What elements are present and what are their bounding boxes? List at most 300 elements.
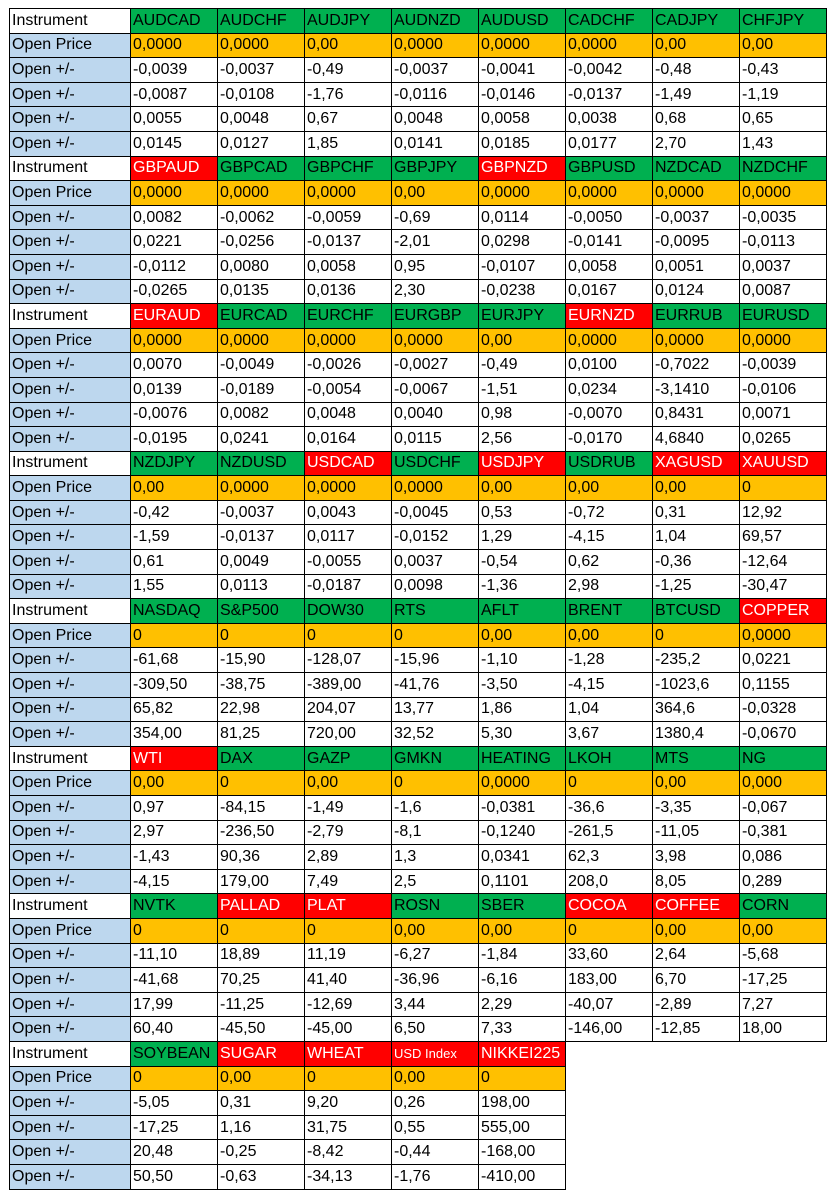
open-delta-cell: 0,0058 xyxy=(305,254,392,279)
empty-cell xyxy=(653,1041,740,1066)
open-delta-label: Open +/- xyxy=(10,943,131,968)
open-delta-cell: 1380,4 xyxy=(653,722,740,747)
open-delta-label: Open +/- xyxy=(10,869,131,894)
open-delta-cell: 0,0145 xyxy=(131,131,218,156)
open-delta-cell: 0,0048 xyxy=(305,402,392,427)
instrument-name-cell: BTCUSD xyxy=(653,599,740,624)
open-price-cell: 0,0000 xyxy=(305,181,392,206)
open-delta-cell: 204,07 xyxy=(305,697,392,722)
open-price-cell: 0 xyxy=(653,623,740,648)
open-delta-label: Open +/- xyxy=(10,550,131,575)
open-delta-cell: 0,95 xyxy=(392,254,479,279)
open-delta-cell: 4,6840 xyxy=(653,427,740,452)
instrument-name-cell: SUGAR xyxy=(218,1041,305,1066)
open-delta-cell: -0,0049 xyxy=(218,353,305,378)
instrument-name-cell: AUDJPY xyxy=(305,9,392,34)
open-delta-cell: 0,0136 xyxy=(305,279,392,304)
open-price-cell: 0 xyxy=(218,623,305,648)
open-delta-cell: 0,0241 xyxy=(218,427,305,452)
open-price-cell: 0,00 xyxy=(740,918,827,943)
instrument-name-cell: COFFEE xyxy=(653,894,740,919)
open-delta-cell: -0,72 xyxy=(566,500,653,525)
open-delta-cell: -0,0116 xyxy=(392,82,479,107)
instrument-name-cell: XAGUSD xyxy=(653,451,740,476)
open-delta-row xyxy=(10,230,827,255)
open-delta-cell: -0,42 xyxy=(131,500,218,525)
open-delta-label: Open +/- xyxy=(10,1164,131,1189)
open-price-cell: 0,0000 xyxy=(566,181,653,206)
instrument-name-cell: PLAT xyxy=(305,894,392,919)
open-price-cell: 0,0000 xyxy=(131,328,218,353)
open-delta-row xyxy=(10,1091,827,1116)
open-delta-cell: 81,25 xyxy=(218,722,305,747)
open-price-cell: 0,0000 xyxy=(653,328,740,353)
open-price-cell: 0,0000 xyxy=(131,33,218,58)
instrument-name-cell: EURAUD xyxy=(131,304,218,329)
open-delta-cell: -11,05 xyxy=(653,820,740,845)
open-delta-row xyxy=(10,82,827,107)
open-delta-cell: 2,29 xyxy=(479,992,566,1017)
open-delta-cell: 720,00 xyxy=(305,722,392,747)
open-price-cell: 0 xyxy=(218,918,305,943)
open-delta-cell: 31,75 xyxy=(305,1115,392,1140)
open-delta-cell: 9,20 xyxy=(305,1091,392,1116)
open-delta-cell: 198,00 xyxy=(479,1091,566,1116)
open-delta-cell: 17,99 xyxy=(131,992,218,1017)
open-price-cell: 0,0000 xyxy=(740,328,827,353)
open-delta-cell: -1023,6 xyxy=(653,673,740,698)
open-delta-cell: -2,79 xyxy=(305,820,392,845)
open-delta-label: Open +/- xyxy=(10,574,131,599)
open-delta-cell: 183,00 xyxy=(566,968,653,993)
open-delta-cell: 0,55 xyxy=(392,1115,479,1140)
open-delta-cell: -45,00 xyxy=(305,1017,392,1042)
open-price-row xyxy=(10,33,827,58)
open-delta-cell: 90,36 xyxy=(218,845,305,870)
open-delta-cell: -0,7022 xyxy=(653,353,740,378)
open-delta-cell: 0,0115 xyxy=(392,427,479,452)
open-price-cell: 0 xyxy=(566,918,653,943)
open-delta-cell: -12,85 xyxy=(653,1017,740,1042)
open-delta-cell: -36,6 xyxy=(566,796,653,821)
open-price-label: Open Price xyxy=(10,918,131,943)
open-delta-cell: -1,49 xyxy=(305,796,392,821)
open-delta-cell: 0,0038 xyxy=(566,107,653,132)
open-delta-cell: -0,0107 xyxy=(479,254,566,279)
open-delta-cell: 60,40 xyxy=(131,1017,218,1042)
empty-cell xyxy=(653,1066,740,1091)
open-delta-cell: -5,05 xyxy=(131,1091,218,1116)
open-delta-label: Open +/- xyxy=(10,279,131,304)
open-delta-cell: -0,0108 xyxy=(218,82,305,107)
open-delta-cell: 1,04 xyxy=(653,525,740,550)
open-delta-cell: -1,36 xyxy=(479,574,566,599)
open-delta-label: Open +/- xyxy=(10,1115,131,1140)
open-delta-cell: 354,00 xyxy=(131,722,218,747)
open-delta-cell: 0,0043 xyxy=(305,500,392,525)
open-delta-cell: -168,00 xyxy=(479,1140,566,1165)
open-price-row xyxy=(10,328,827,353)
open-delta-cell: 0,0070 xyxy=(131,353,218,378)
instrument-name-cell: XAUUSD xyxy=(740,451,827,476)
instrument-name-cell: RTS xyxy=(392,599,479,624)
open-delta-row xyxy=(10,968,827,993)
empty-cell xyxy=(740,1091,827,1116)
open-delta-cell: -410,00 xyxy=(479,1164,566,1189)
instrument-row xyxy=(10,304,827,329)
open-delta-cell: 0,0087 xyxy=(740,279,827,304)
open-delta-cell: 3,67 xyxy=(566,722,653,747)
instrument-name-cell: EURRUB xyxy=(653,304,740,329)
open-delta-cell: 1,16 xyxy=(218,1115,305,1140)
open-delta-cell: 2,89 xyxy=(305,845,392,870)
open-delta-cell: -0,1240 xyxy=(479,820,566,845)
open-delta-cell: -1,59 xyxy=(131,525,218,550)
open-delta-cell: -11,10 xyxy=(131,943,218,968)
open-delta-cell: 2,70 xyxy=(653,131,740,156)
instrument-label: Instrument xyxy=(10,599,131,624)
open-delta-cell: -3,1410 xyxy=(653,377,740,402)
open-delta-cell: 0,0234 xyxy=(566,377,653,402)
open-delta-cell: -0,49 xyxy=(479,353,566,378)
open-price-cell: 0,0000 xyxy=(218,476,305,501)
open-delta-cell: 11,19 xyxy=(305,943,392,968)
open-delta-cell: -5,68 xyxy=(740,943,827,968)
open-delta-cell: -17,25 xyxy=(131,1115,218,1140)
open-delta-cell: 0,0098 xyxy=(392,574,479,599)
open-price-label: Open Price xyxy=(10,476,131,501)
open-delta-cell: -1,51 xyxy=(479,377,566,402)
open-delta-cell: -41,68 xyxy=(131,968,218,993)
open-delta-cell: -0,0137 xyxy=(566,82,653,107)
open-delta-cell: 22,98 xyxy=(218,697,305,722)
open-delta-cell: -236,50 xyxy=(218,820,305,845)
instrument-row xyxy=(10,156,827,181)
open-delta-cell: 0,0141 xyxy=(392,131,479,156)
instrument-name-cell: WHEAT xyxy=(305,1041,392,1066)
empty-cell xyxy=(566,1164,653,1189)
empty-cell xyxy=(653,1164,740,1189)
instrument-name-cell: USD Index xyxy=(392,1041,479,1066)
open-delta-row xyxy=(10,427,827,452)
open-price-label: Open Price xyxy=(10,33,131,58)
instrument-name-cell: GAZP xyxy=(305,746,392,771)
instrument-row xyxy=(10,451,827,476)
open-delta-cell: 69,57 xyxy=(740,525,827,550)
instrument-name-cell: NZDCAD xyxy=(653,156,740,181)
open-delta-cell: 555,00 xyxy=(479,1115,566,1140)
open-delta-cell: 0,0117 xyxy=(305,525,392,550)
open-delta-cell: 5,30 xyxy=(479,722,566,747)
open-delta-cell: -1,28 xyxy=(566,648,653,673)
instrument-label: Instrument xyxy=(10,451,131,476)
open-delta-cell: 0,97 xyxy=(131,796,218,821)
open-delta-cell: -0,63 xyxy=(218,1164,305,1189)
open-delta-cell: 0,65 xyxy=(740,107,827,132)
open-delta-cell: -6,16 xyxy=(479,968,566,993)
open-price-cell: 0,00 xyxy=(479,623,566,648)
instrument-name-cell: ROSN xyxy=(392,894,479,919)
open-delta-cell: 179,00 xyxy=(218,869,305,894)
open-price-cell: 0,0000 xyxy=(740,623,827,648)
open-delta-cell: -4,15 xyxy=(131,869,218,894)
instrument-name-cell: GBPAUD xyxy=(131,156,218,181)
open-delta-cell: -0,0037 xyxy=(392,58,479,83)
empty-cell xyxy=(566,1140,653,1165)
open-price-cell: 0 xyxy=(218,771,305,796)
open-price-cell: 0,0000 xyxy=(218,33,305,58)
open-delta-cell: 7,49 xyxy=(305,869,392,894)
instrument-name-cell: NIKKEI225 xyxy=(479,1041,566,1066)
instrument-name-cell: LKOH xyxy=(566,746,653,771)
open-delta-cell: -0,0137 xyxy=(218,525,305,550)
instrument-name-cell: GBPJPY xyxy=(392,156,479,181)
open-delta-cell: 1,29 xyxy=(479,525,566,550)
instrument-name-cell: USDRUB xyxy=(566,451,653,476)
open-price-cell: 0,0000 xyxy=(131,181,218,206)
open-delta-cell: -0,0035 xyxy=(740,205,827,230)
instrument-row xyxy=(10,599,827,624)
instrument-label: Instrument xyxy=(10,9,131,34)
open-price-cell: 0 xyxy=(479,1066,566,1091)
open-delta-cell: -0,0137 xyxy=(305,230,392,255)
empty-cell xyxy=(566,1115,653,1140)
instrument-name-cell: AUDUSD xyxy=(479,9,566,34)
open-delta-cell: -0,0152 xyxy=(392,525,479,550)
open-delta-row xyxy=(10,869,827,894)
open-delta-cell: -0,0095 xyxy=(653,230,740,255)
instrument-name-cell: GBPUSD xyxy=(566,156,653,181)
open-delta-cell: 0,53 xyxy=(479,500,566,525)
open-delta-cell: 0,0185 xyxy=(479,131,566,156)
instrument-name-cell: GBPCHF xyxy=(305,156,392,181)
open-delta-cell: 0,31 xyxy=(218,1091,305,1116)
open-price-label: Open Price xyxy=(10,1066,131,1091)
open-delta-cell: 0,0100 xyxy=(566,353,653,378)
open-delta-cell: -0,0238 xyxy=(479,279,566,304)
open-delta-cell: 2,97 xyxy=(131,820,218,845)
open-delta-cell: -4,15 xyxy=(566,525,653,550)
open-delta-row xyxy=(10,1017,827,1042)
open-delta-cell: 2,98 xyxy=(566,574,653,599)
open-delta-row xyxy=(10,377,827,402)
open-delta-cell: -0,0027 xyxy=(392,353,479,378)
open-delta-cell: 0,67 xyxy=(305,107,392,132)
open-price-row xyxy=(10,181,827,206)
open-delta-cell: -0,0041 xyxy=(479,58,566,83)
open-delta-cell: 62,3 xyxy=(566,845,653,870)
open-delta-cell: -146,00 xyxy=(566,1017,653,1042)
open-delta-cell: -0,0037 xyxy=(218,58,305,83)
open-price-cell: 0 xyxy=(131,918,218,943)
open-delta-row xyxy=(10,574,827,599)
open-delta-cell: -84,15 xyxy=(218,796,305,821)
open-price-cell: 0,0000 xyxy=(392,476,479,501)
open-delta-cell: -0,0039 xyxy=(740,353,827,378)
instrument-label: Instrument xyxy=(10,304,131,329)
open-delta-cell: 0,26 xyxy=(392,1091,479,1116)
open-price-cell: 0,0000 xyxy=(566,328,653,353)
open-delta-cell: 1,04 xyxy=(566,697,653,722)
open-delta-cell: -389,00 xyxy=(305,673,392,698)
open-delta-cell: 0,0139 xyxy=(131,377,218,402)
empty-cell xyxy=(740,1140,827,1165)
open-price-cell: 0,00 xyxy=(653,918,740,943)
open-delta-cell: 0,8431 xyxy=(653,402,740,427)
open-delta-cell: 3,44 xyxy=(392,992,479,1017)
open-price-cell: 0 xyxy=(566,771,653,796)
open-price-cell: 0 xyxy=(131,1066,218,1091)
open-delta-cell: 208,0 xyxy=(566,869,653,894)
instrument-name-cell: COCOA xyxy=(566,894,653,919)
open-delta-label: Open +/- xyxy=(10,648,131,673)
open-delta-cell: -0,0187 xyxy=(305,574,392,599)
open-delta-cell: -0,0059 xyxy=(305,205,392,230)
open-delta-label: Open +/- xyxy=(10,796,131,821)
instrument-name-cell: S&P500 xyxy=(218,599,305,624)
empty-cell xyxy=(653,1140,740,1165)
instrument-label: Instrument xyxy=(10,894,131,919)
open-delta-cell: 0,0221 xyxy=(740,648,827,673)
open-delta-cell: 0,31 xyxy=(653,500,740,525)
open-delta-cell: -1,19 xyxy=(740,82,827,107)
instrument-label: Instrument xyxy=(10,156,131,181)
open-delta-cell: -40,07 xyxy=(566,992,653,1017)
open-delta-cell: 0,1155 xyxy=(740,673,827,698)
open-delta-cell: -1,76 xyxy=(392,1164,479,1189)
open-delta-row xyxy=(10,254,827,279)
open-delta-cell: -1,25 xyxy=(653,574,740,599)
open-price-cell: 0 xyxy=(305,623,392,648)
instrument-name-cell: NZDCHF xyxy=(740,156,827,181)
open-delta-label: Open +/- xyxy=(10,697,131,722)
open-delta-cell: -261,5 xyxy=(566,820,653,845)
open-delta-cell: -0,067 xyxy=(740,796,827,821)
open-delta-cell: 0,0082 xyxy=(131,205,218,230)
open-delta-row xyxy=(10,107,827,132)
open-price-cell: 0,0000 xyxy=(392,33,479,58)
open-delta-cell: 0,086 xyxy=(740,845,827,870)
open-delta-cell: 0,0164 xyxy=(305,427,392,452)
open-price-cell: 0,00 xyxy=(392,1066,479,1091)
open-price-cell: 0,0000 xyxy=(653,181,740,206)
open-delta-cell: 0,0341 xyxy=(479,845,566,870)
open-price-cell: 0,00 xyxy=(653,771,740,796)
open-price-row xyxy=(10,623,827,648)
instrument-name-cell: EURCHF xyxy=(305,304,392,329)
open-delta-cell: 0,0058 xyxy=(479,107,566,132)
open-delta-row xyxy=(10,402,827,427)
instrument-name-cell: USDJPY xyxy=(479,451,566,476)
open-delta-cell: -0,54 xyxy=(479,550,566,575)
open-delta-cell: -0,0039 xyxy=(131,58,218,83)
open-price-cell: 0,0000 xyxy=(479,771,566,796)
open-delta-cell: -8,1 xyxy=(392,820,479,845)
open-delta-cell: 6,70 xyxy=(653,968,740,993)
instrument-name-cell: SBER xyxy=(479,894,566,919)
open-delta-label: Open +/- xyxy=(10,992,131,1017)
open-delta-cell: 70,25 xyxy=(218,968,305,993)
open-delta-cell: 0,0265 xyxy=(740,427,827,452)
open-delta-row xyxy=(10,820,827,845)
open-delta-cell: -3,50 xyxy=(479,673,566,698)
open-delta-cell: -0,0067 xyxy=(392,377,479,402)
open-delta-row xyxy=(10,279,827,304)
open-delta-cell: 0,0048 xyxy=(218,107,305,132)
open-delta-cell: 1,3 xyxy=(392,845,479,870)
open-delta-label: Open +/- xyxy=(10,230,131,255)
open-delta-label: Open +/- xyxy=(10,254,131,279)
open-delta-cell: -1,49 xyxy=(653,82,740,107)
open-price-cell: 0,00 xyxy=(566,476,653,501)
open-delta-cell: -0,0045 xyxy=(392,500,479,525)
open-delta-cell: 0,0051 xyxy=(653,254,740,279)
open-delta-cell: -45,50 xyxy=(218,1017,305,1042)
open-price-cell: 0,0000 xyxy=(392,328,479,353)
open-delta-label: Open +/- xyxy=(10,107,131,132)
open-delta-cell: 0,0080 xyxy=(218,254,305,279)
instrument-name-cell: GMKN xyxy=(392,746,479,771)
open-price-cell: 0,00 xyxy=(305,771,392,796)
instrument-name-cell: USDCHF xyxy=(392,451,479,476)
open-delta-cell: -0,48 xyxy=(653,58,740,83)
open-price-cell: 0,000 xyxy=(740,771,827,796)
open-price-label: Open Price xyxy=(10,623,131,648)
open-delta-cell: 2,30 xyxy=(392,279,479,304)
open-price-row xyxy=(10,771,827,796)
open-delta-cell: 12,92 xyxy=(740,500,827,525)
instrument-name-cell: EURGBP xyxy=(392,304,479,329)
open-price-cell: 0,00 xyxy=(392,918,479,943)
quotes-table xyxy=(9,8,827,1190)
open-delta-row xyxy=(10,648,827,673)
open-delta-cell: -2,89 xyxy=(653,992,740,1017)
instrument-name-cell: AUDCAD xyxy=(131,9,218,34)
open-delta-cell: 0,0113 xyxy=(218,574,305,599)
open-delta-cell: -1,84 xyxy=(479,943,566,968)
open-delta-cell: 18,89 xyxy=(218,943,305,968)
open-delta-cell: -0,0195 xyxy=(131,427,218,452)
open-delta-cell: -0,36 xyxy=(653,550,740,575)
open-price-cell: 0 xyxy=(305,918,392,943)
instrument-name-cell: BRENT xyxy=(566,599,653,624)
instrument-name-cell: EURUSD xyxy=(740,304,827,329)
open-delta-cell: 0,0055 xyxy=(131,107,218,132)
instrument-row xyxy=(10,9,827,34)
open-delta-cell: 0,0082 xyxy=(218,402,305,427)
instrument-name-cell: COPPER xyxy=(740,599,827,624)
open-price-cell: 0,00 xyxy=(566,623,653,648)
open-delta-cell: -15,96 xyxy=(392,648,479,673)
open-delta-row xyxy=(10,525,827,550)
open-price-cell: 0,0000 xyxy=(479,33,566,58)
open-delta-cell: -235,2 xyxy=(653,648,740,673)
open-price-cell: 0,00 xyxy=(740,33,827,58)
open-price-row xyxy=(10,1066,827,1091)
open-delta-label: Open +/- xyxy=(10,427,131,452)
open-price-cell: 0,00 xyxy=(479,918,566,943)
open-delta-cell: 7,33 xyxy=(479,1017,566,1042)
empty-cell xyxy=(653,1091,740,1116)
open-price-cell: 0,00 xyxy=(305,33,392,58)
open-price-row xyxy=(10,918,827,943)
open-delta-row xyxy=(10,1115,827,1140)
open-delta-row xyxy=(10,697,827,722)
open-delta-cell: 0,68 xyxy=(653,107,740,132)
open-delta-cell: -0,43 xyxy=(740,58,827,83)
instrument-row xyxy=(10,746,827,771)
open-delta-cell: 1,55 xyxy=(131,574,218,599)
